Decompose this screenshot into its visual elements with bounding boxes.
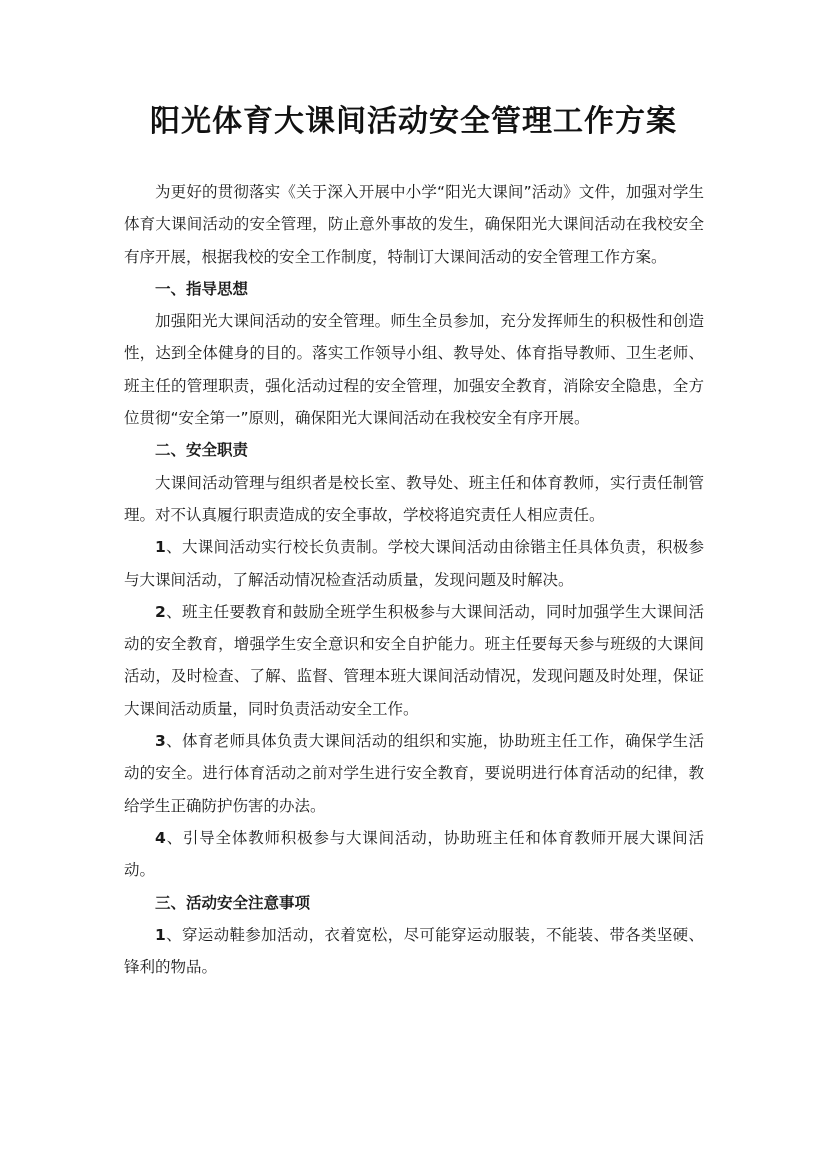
document-title: 阳光体育大课间活动安全管理工作方案 [150, 104, 677, 139]
list-item-number: 2 [155, 602, 166, 621]
list-item-number: 4 [155, 828, 166, 847]
list-item [124, 725, 704, 822]
list-item [124, 596, 704, 725]
list-item-text: 、大课间活动实行校长负责制。学校大课间活动由徐锴主任具体负责，积极参与大课间活动，了解活动情况检查活动质量，发现问题及时解决。 [124, 538, 704, 589]
list-item-text: 、引导全体教师积极参与大课间活动，协助班主任和体育教师开展大课间活动。 [124, 828, 704, 880]
section-heading-safety-notes: 三、活动安全注意事项 [155, 893, 311, 912]
list-item-text: 、穿运动鞋参加活动，衣着宽松，尽可能穿运动服装，不能装、带各类坚硬、锋利的物品。 [124, 925, 704, 977]
list-item-text: 、体育老师具体负责大课间活动的组织和实施，协助班主任工作，确保学生活动的安全。进行体育活动之前对学生进行安全教育，要说明进行体育活动的纪律，教给学生正确防护伤害的办法。 [124, 732, 704, 815]
list-item-text: 、班主任要教育和鼓励全班学生积极参与大课间活动，同时加强学生大课间活动的安全教育，增强学生安全意识和安全自护能力。班主任要每天参与班级的大课间活动，及时检查、了解、监督、管理本班大课间活动情况，发现问题及时处理，保证大课间活动质量，同时负责活动安全工作。 [124, 602, 704, 718]
list-item-number: 3 [155, 732, 166, 751]
list-item [124, 919, 704, 984]
section-heading-safety-duties: 二、安全职责 [155, 441, 249, 460]
list-item [124, 531, 704, 596]
intro-paragraph: 为更好的贯彻落实《关于深入开展中小学“阳光大课间”活动》文件，加强对学生体育大课间活动的安全管理，防止意外事故的发生，确保阳光大课间活动在我校安全有序开展，根据我校的安全工作制度，特制订大课间活动的安全管理工作方案。 [124, 183, 704, 266]
section-paragraph-guiding-idea: 加强阳光大课间活动的安全管理。师生全员参加，充分发挥师生的积极性和创造性，达到全体健身的目的。落实工作领导小组、教导处、体育指导教师、卫生老师、班主任的管理职责，强化活动过程的安全管理，加强安全教育，消除安全隐患，全方位贯彻“安全第一”原则，确保阳光大课间活动在我校安全有序开展。 [124, 312, 704, 428]
list-item [124, 822, 704, 887]
list-item-number: 1 [155, 538, 166, 557]
document-body [124, 176, 704, 983]
list-item-number: 1 [155, 925, 166, 944]
section-paragraph-safety-duties: 大课间活动管理与组织者是校长室、教导处、班主任和体育教师，实行责任制管理。对不认真履行职责造成的安全事故，学校将追究责任人相应责任。 [124, 473, 704, 524]
section-heading-guiding-idea: 一、指导思想 [155, 279, 249, 298]
